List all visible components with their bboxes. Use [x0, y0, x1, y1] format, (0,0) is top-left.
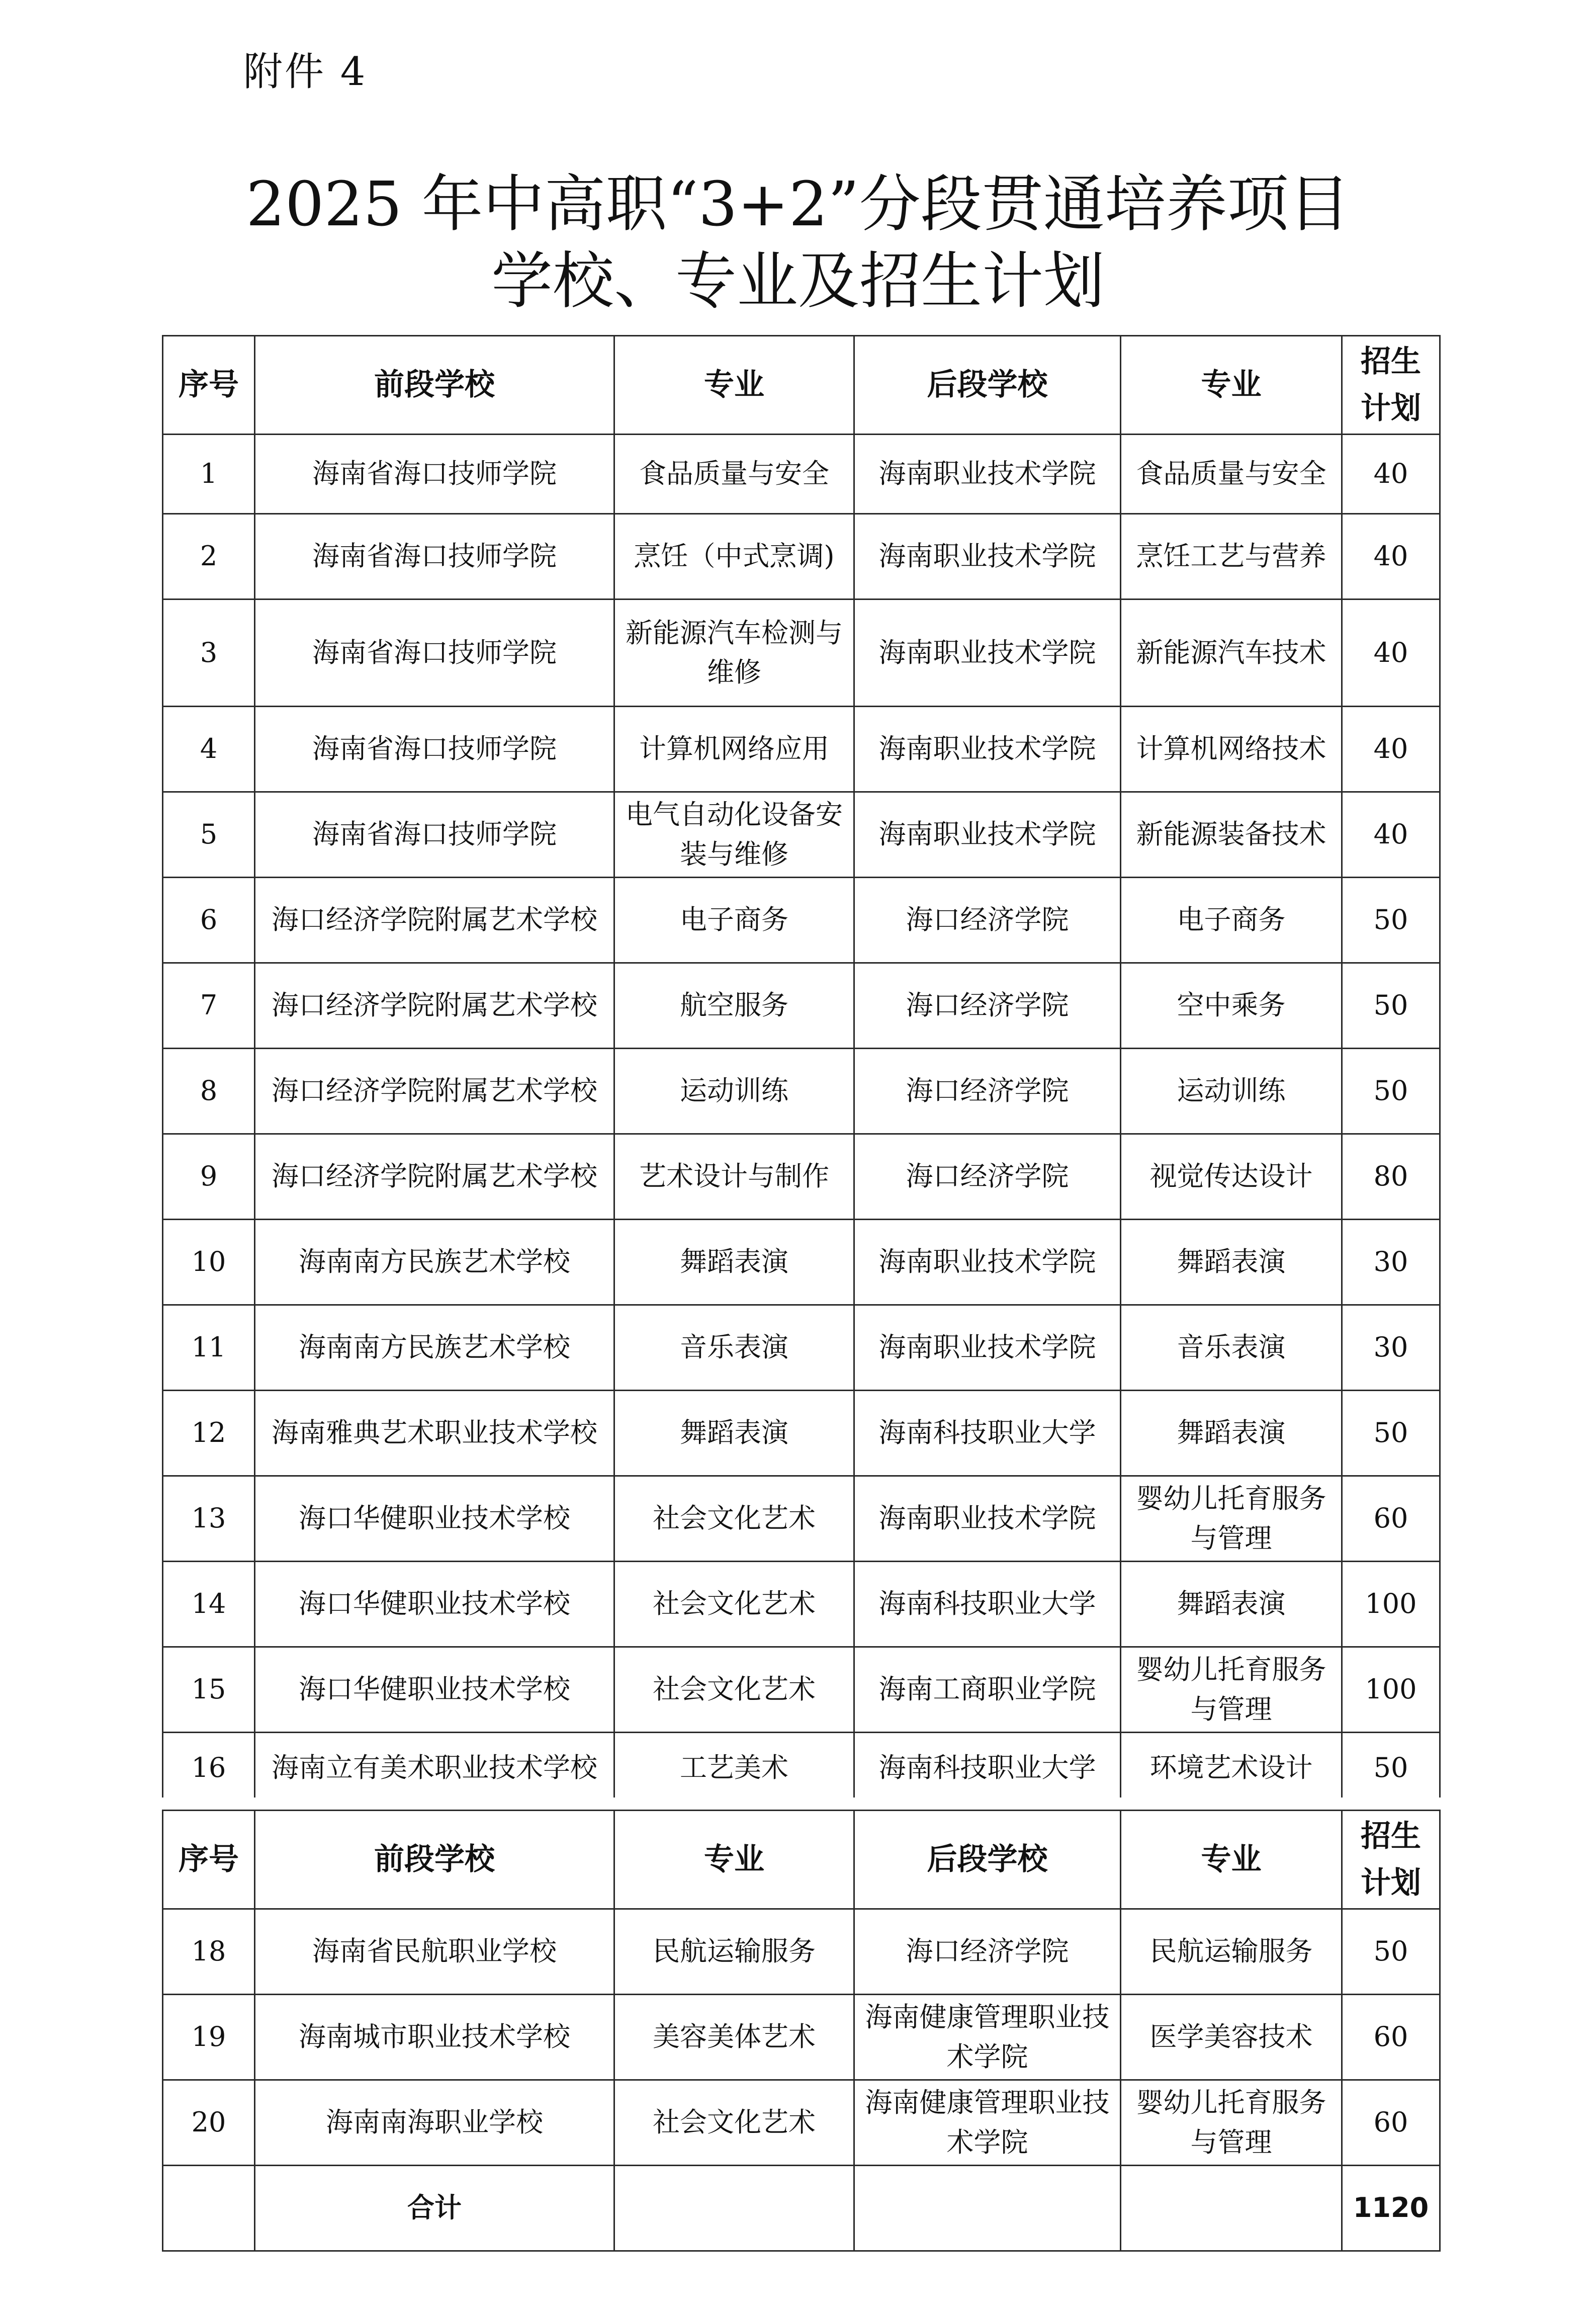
page-break-gap	[151, 1797, 1458, 1810]
cell-seq: 20	[163, 2080, 255, 2166]
cell-front-major: 美容美体艺术	[614, 1995, 854, 2080]
cell-front-school: 海口华健职业技术学校	[255, 1647, 614, 1733]
cell-front-major: 舞蹈表演	[614, 1391, 854, 1476]
cell-back-school: 海口经济学院	[854, 963, 1121, 1049]
header-back-major: 专业	[1121, 336, 1342, 435]
cell-empty	[854, 2166, 1121, 2251]
cell-back-school: 海南职业技术学院	[854, 600, 1121, 707]
cell-seq-empty	[163, 2166, 255, 2251]
cell-back-major: 舞蹈表演	[1121, 1391, 1342, 1476]
cell-front-school: 海南雅典艺术职业技术学校	[255, 1391, 614, 1476]
cell-back-school: 海口经济学院	[854, 1134, 1121, 1220]
cell-back-major: 婴幼儿托育服务与管理	[1121, 1476, 1342, 1562]
cell-front-school: 海南省海口技师学院	[255, 792, 614, 878]
table-row	[163, 1733, 1440, 1803]
cell-back-school: 海南职业技术学院	[854, 1476, 1121, 1562]
cell-seq: 2	[163, 514, 255, 600]
cell-back-major: 空中乘务	[1121, 963, 1342, 1049]
table-header-row	[163, 1811, 1440, 1909]
cell-back-school: 海南职业技术学院	[854, 514, 1121, 600]
document-title-line2: 学校、专业及招生计划	[491, 245, 1105, 317]
cell-seq: 19	[163, 1995, 255, 2080]
table-row	[163, 435, 1440, 514]
cell-plan: 40	[1342, 435, 1440, 514]
cell-back-school: 海口经济学院	[854, 1909, 1121, 1995]
cell-seq: 4	[163, 707, 255, 792]
cell-front-major: 烹饪（中式烹调)	[614, 514, 854, 600]
cell-front-school: 海口经济学院附属艺术学校	[255, 1134, 614, 1220]
table-row	[163, 1220, 1440, 1305]
table-row	[163, 792, 1440, 878]
cell-plan: 60	[1342, 1995, 1440, 2080]
header-seq: 序号	[163, 1811, 255, 1909]
cell-front-major: 计算机网络应用	[614, 707, 854, 792]
table-row	[163, 514, 1440, 600]
cell-seq: 12	[163, 1391, 255, 1476]
table-row	[163, 1476, 1440, 1562]
table-row	[163, 600, 1440, 707]
cell-back-school: 海南健康管理职业技术学院	[854, 2080, 1121, 2166]
table-header-row	[163, 336, 1440, 435]
cell-plan: 80	[1342, 1134, 1440, 1220]
cell-back-major: 民航运输服务	[1121, 1909, 1342, 1995]
header-seq: 序号	[163, 336, 255, 435]
cell-front-major: 运动训练	[614, 1049, 854, 1134]
cell-back-major: 婴幼儿托育服务与管理	[1121, 1647, 1342, 1733]
cell-back-major: 食品质量与安全	[1121, 435, 1342, 514]
header-front-major: 专业	[614, 1811, 854, 1909]
cell-back-school: 海南职业技术学院	[854, 792, 1121, 878]
cell-back-major: 舞蹈表演	[1121, 1562, 1342, 1647]
cell-back-major: 视觉传达设计	[1121, 1134, 1342, 1220]
header-front-school: 前段学校	[255, 336, 614, 435]
cell-plan: 50	[1342, 1909, 1440, 1995]
cell-back-major: 运动训练	[1121, 1049, 1342, 1134]
cell-front-school: 海南省海口技师学院	[255, 435, 614, 514]
cell-front-major: 艺术设计与制作	[614, 1134, 854, 1220]
cell-front-school: 海口经济学院附属艺术学校	[255, 878, 614, 963]
cell-back-school: 海南工商职业学院	[854, 1647, 1121, 1733]
cell-front-school: 海口经济学院附属艺术学校	[255, 1049, 614, 1134]
cell-back-school: 海南职业技术学院	[854, 1305, 1121, 1391]
cell-seq: 8	[163, 1049, 255, 1134]
table-row	[163, 963, 1440, 1049]
cell-back-major: 舞蹈表演	[1121, 1220, 1342, 1305]
cell-front-major: 民航运输服务	[614, 1909, 854, 1995]
cell-front-school: 海南省民航职业学校	[255, 1909, 614, 1995]
cell-back-major: 电子商务	[1121, 878, 1342, 963]
cell-front-major: 电气自动化设备安装与维修	[614, 792, 854, 878]
cell-back-school: 海南职业技术学院	[854, 707, 1121, 792]
cell-plan: 50	[1342, 1391, 1440, 1476]
cell-front-major: 社会文化艺术	[614, 2080, 854, 2166]
table-row	[163, 878, 1440, 963]
cell-front-school: 海南省海口技师学院	[255, 514, 614, 600]
total-label: 合计	[255, 2166, 614, 2251]
cell-back-major: 新能源装备技术	[1121, 792, 1342, 878]
table-row	[163, 707, 1440, 792]
cell-front-school: 海口华健职业技术学校	[255, 1562, 614, 1647]
attachment-label: 附件 4	[243, 49, 368, 95]
table-row	[163, 1909, 1440, 1995]
cell-plan: 50	[1342, 1049, 1440, 1134]
header-back-school: 后段学校	[854, 1811, 1121, 1909]
cell-plan: 40	[1342, 600, 1440, 707]
cell-back-major: 计算机网络技术	[1121, 707, 1342, 792]
cell-plan: 60	[1342, 2080, 1440, 2166]
table-row	[163, 2080, 1440, 2166]
table-row	[163, 1049, 1440, 1134]
cell-back-major: 婴幼儿托育服务与管理	[1121, 2080, 1342, 2166]
table-row	[163, 1391, 1440, 1476]
cell-back-school: 海口经济学院	[854, 878, 1121, 963]
cell-back-major: 烹饪工艺与营养	[1121, 514, 1342, 600]
cell-front-major: 工艺美术	[614, 1733, 854, 1803]
document-title-line1: 2025 年中高职“3+2”分段贯通培养项目	[246, 168, 1350, 240]
cell-seq: 14	[163, 1562, 255, 1647]
cell-plan: 50	[1342, 878, 1440, 963]
table-row	[163, 1134, 1440, 1220]
cell-front-school: 海口华健职业技术学校	[255, 1476, 614, 1562]
cell-back-school: 海口经济学院	[854, 1049, 1121, 1134]
table-row	[163, 1995, 1440, 2080]
cell-front-major: 航空服务	[614, 963, 854, 1049]
cell-back-major: 环境艺术设计	[1121, 1733, 1342, 1803]
cell-seq: 13	[163, 1476, 255, 1562]
cell-seq: 1	[163, 435, 255, 514]
cell-plan: 40	[1342, 707, 1440, 792]
header-plan: 招生计划	[1342, 336, 1440, 435]
cell-seq: 16	[163, 1733, 255, 1803]
header-plan: 招生计划	[1342, 1811, 1440, 1909]
table-row	[163, 1562, 1440, 1647]
cell-plan: 40	[1342, 514, 1440, 600]
cell-front-major: 食品质量与安全	[614, 435, 854, 514]
table-total-row	[163, 2166, 1440, 2251]
cell-back-school: 海南职业技术学院	[854, 435, 1121, 514]
cell-back-major: 新能源汽车技术	[1121, 600, 1342, 707]
cell-front-school: 海南南海职业学校	[255, 2080, 614, 2166]
enrollment-table-part1	[162, 335, 1441, 1803]
cell-front-school: 海南立有美术职业技术学校	[255, 1733, 614, 1803]
cell-seq: 10	[163, 1220, 255, 1305]
cell-seq: 15	[163, 1647, 255, 1733]
cell-seq: 18	[163, 1909, 255, 1995]
enrollment-table-part2	[162, 1810, 1441, 2252]
cell-plan: 30	[1342, 1220, 1440, 1305]
cell-back-school: 海南科技职业大学	[854, 1391, 1121, 1476]
cell-plan: 60	[1342, 1476, 1440, 1562]
cell-back-major: 医学美容技术	[1121, 1995, 1342, 2080]
cell-seq: 5	[163, 792, 255, 878]
header-back-school: 后段学校	[854, 336, 1121, 435]
cell-front-school: 海南南方民族艺术学校	[255, 1305, 614, 1391]
cell-front-major: 社会文化艺术	[614, 1647, 854, 1733]
total-value: 1120	[1342, 2166, 1440, 2251]
cell-back-school: 海南职业技术学院	[854, 1220, 1121, 1305]
cell-front-school: 海南省海口技师学院	[255, 600, 614, 707]
cell-front-school: 海南省海口技师学院	[255, 707, 614, 792]
cell-seq: 6	[163, 878, 255, 963]
cell-front-major: 社会文化艺术	[614, 1476, 854, 1562]
cell-plan: 100	[1342, 1562, 1440, 1647]
cell-empty	[1121, 2166, 1342, 2251]
cell-front-school: 海南南方民族艺术学校	[255, 1220, 614, 1305]
cell-seq: 11	[163, 1305, 255, 1391]
cell-seq: 9	[163, 1134, 255, 1220]
cell-plan: 40	[1342, 792, 1440, 878]
cell-front-major: 新能源汽车检测与维修	[614, 600, 854, 707]
cell-back-school: 海南科技职业大学	[854, 1562, 1121, 1647]
cell-plan: 50	[1342, 963, 1440, 1049]
cell-front-major: 社会文化艺术	[614, 1562, 854, 1647]
cell-back-major: 音乐表演	[1121, 1305, 1342, 1391]
cell-front-major: 音乐表演	[614, 1305, 854, 1391]
cell-back-school: 海南科技职业大学	[854, 1733, 1121, 1803]
cell-front-school: 海南城市职业技术学校	[255, 1995, 614, 2080]
header-front-school: 前段学校	[255, 1811, 614, 1909]
cell-seq: 7	[163, 963, 255, 1049]
table-row	[163, 1647, 1440, 1733]
cell-front-major: 舞蹈表演	[614, 1220, 854, 1305]
header-front-major: 专业	[614, 336, 854, 435]
table-row	[163, 1305, 1440, 1391]
cell-front-major: 电子商务	[614, 878, 854, 963]
cell-plan: 50	[1342, 1733, 1440, 1803]
cell-back-school: 海南健康管理职业技术学院	[854, 1995, 1121, 2080]
cell-empty	[614, 2166, 854, 2251]
header-back-major: 专业	[1121, 1811, 1342, 1909]
cell-front-school: 海口经济学院附属艺术学校	[255, 963, 614, 1049]
cell-plan: 30	[1342, 1305, 1440, 1391]
cell-seq: 3	[163, 600, 255, 707]
cell-plan: 100	[1342, 1647, 1440, 1733]
